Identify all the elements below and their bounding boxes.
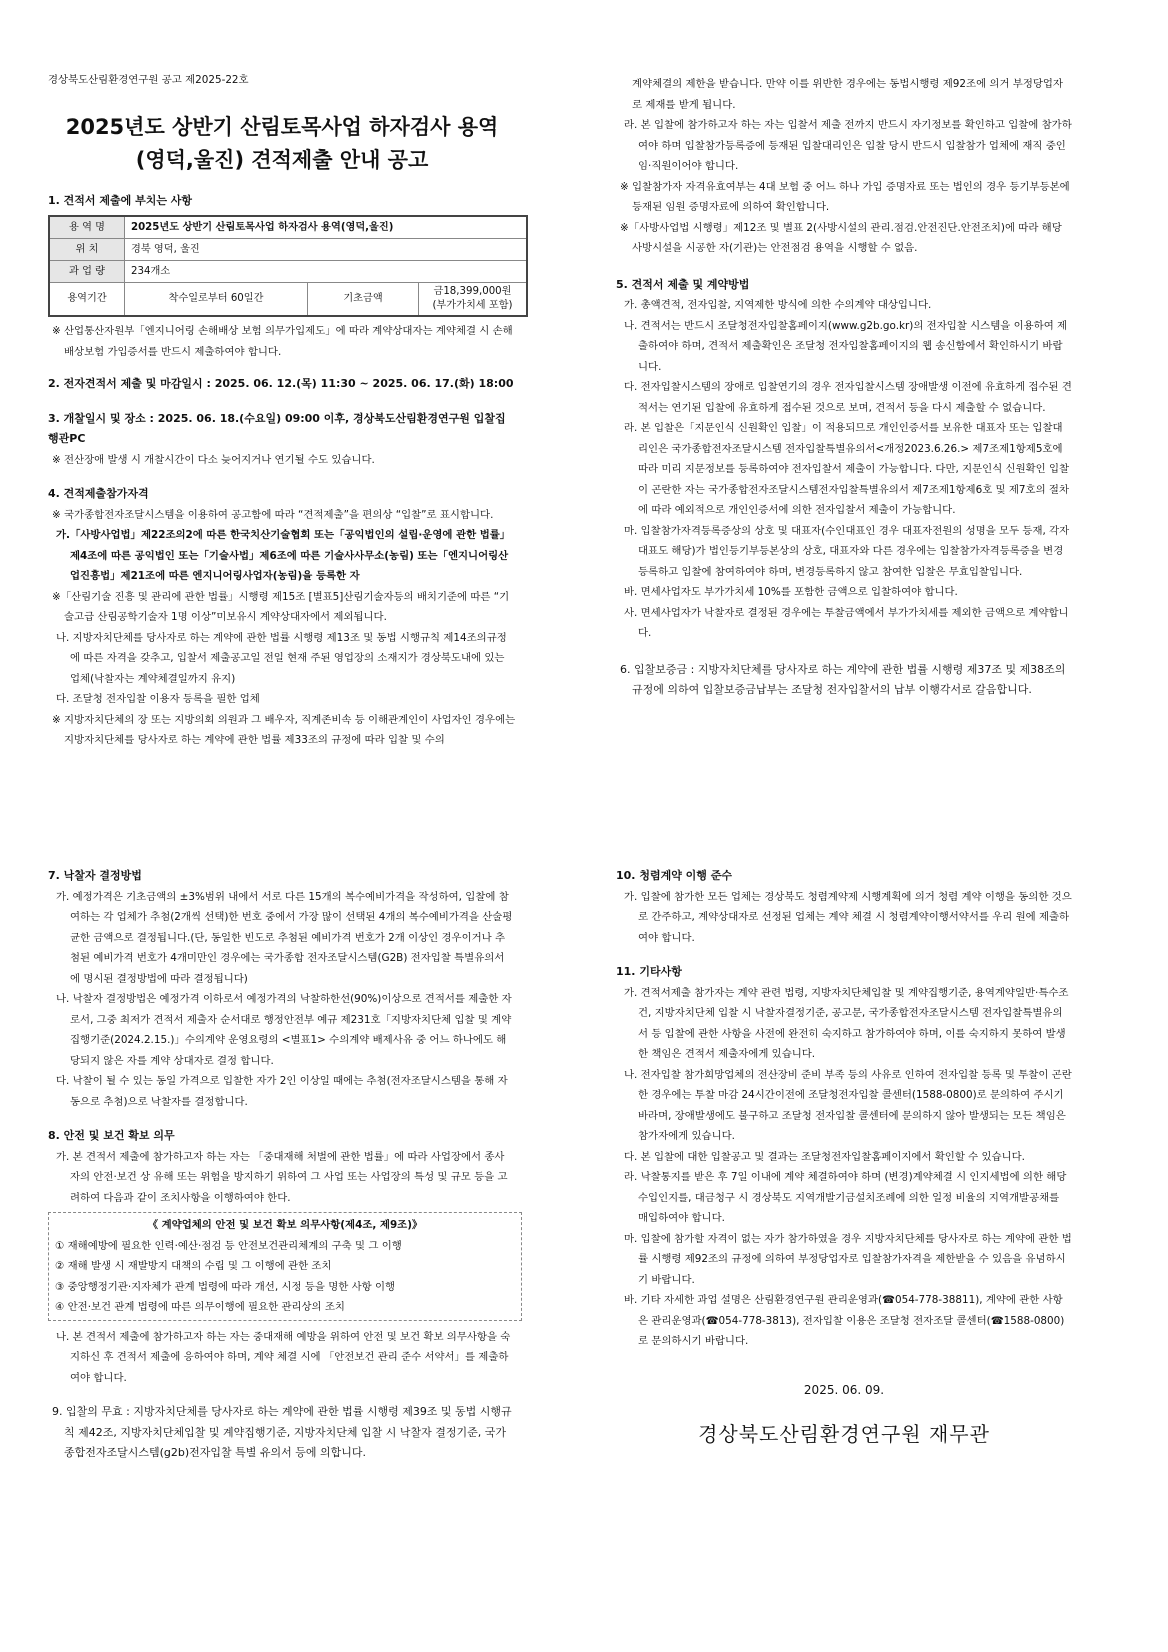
base-amount-vat: (부가가치세 포함): [432, 300, 513, 311]
page-2-right-column: [616, 856, 1072, 1445]
value-base-amount: [419, 283, 528, 317]
section-8-item-na: 나. 본 견적서 제출에 참가하고자 하는 자는 중대재해 예방을 위하여 안전 및 보건 확보 의무사항을 숙지하신 후 견적서 제출에 응하여야 하며, 계약 체결 시에 「안전보건 관리 준수 서약서」를 제출하여야 합니다.: [56, 1330, 511, 1384]
section-5-item-ma: 마. 입찰참가자격등록증상의 상호 및 대표자(수인대표인 경우 대표자전원의 성명을 모두 등재, 각자대표도 해당)가 법인등기부등본상의 상호, 대표자와 다른 경우에는 입찰참가자격등록증을 변경등록하고 입찰에 참여하여야 하며, 변경등록하지 않고 참여한 입찰은 무효입찰입니다.: [624, 524, 1070, 578]
section-8-heading: 8. 안전 및 보건 확보 의무: [48, 1129, 175, 1142]
section-9-heading: 9. 입찰의 무효 : 지방자치단체를 당사자로 하는 계약에 관한 법률 시행령 제39조 및 동법 시행규칙 제42조, 지방자치단체입찰 및 계약집행기준, 지방자치단체 입찰 시 낙찰자 결정기준, 국가종합전자조달시스템(g2b)전자입찰 특별 유의서 등에 의합니다.: [52, 1405, 512, 1459]
section-5-item-sa: 사. 면세사업자가 낙찰자로 결정된 경우에는 투찰금액에서 부가가치세를 제외한 금액으로 계약합니다.: [624, 606, 1069, 639]
label-quantity: 과 업 량: [49, 261, 125, 283]
section-5-heading: 5. 견적서 제출 및 계약방법: [616, 277, 750, 291]
title-line-2: (영덕,울진) 견적제출 안내 공고: [135, 147, 429, 172]
section-11-heading: 11. 기타사항: [616, 965, 682, 978]
section-3-heading: 3. 개찰일시 및 장소 : 2025. 06. 18.(수요일) 09:00 이후, 경상북도산림환경연구원 입찰집행관PC: [48, 411, 506, 445]
section-10-item-ga: 가. 입찰에 참가한 모든 업체는 경상북도 청렴계약제 시행계획에 의거 청렴 계약 이행을 동의한 것으로 간주하고, 계약상대자로 선정된 업체는 계약 체결 시 청렴계약이행서약서를 우리 원에 제출하여야 합니다.: [624, 890, 1072, 944]
notice-number: 경상북도산림환경연구원 공고 제2025-22호: [48, 74, 249, 86]
section-11-item-da: 다. 본 입찰에 대한 입찰공고 및 결과는 조달청전자입찰홈페이지에서 확인할 수 있습니다.: [624, 1150, 1025, 1163]
label-service-name: 용 역 명: [49, 216, 125, 239]
section-6-heading: 6. 입찰보증금 : 지방자치단체를 당사자로 하는 계약에 관한 법률 시행령 제37조 및 제38조의 규정에 의하여 입찰보증금납부는 조달청 전자입찰서의 납부 이행각서로 갈음합니다.: [620, 662, 1066, 696]
section-10-heading: 10. 청렴계약 이행 준수: [616, 869, 732, 882]
safety-obligations-box: [48, 1212, 522, 1321]
section-5-item-ra: 라. 본 입찰은「지문인식 신원확인 입찰」이 적용되므로 개인인증서를 보유한 대표자 또는 입찰대리인은 국가종합전자조달시스템 전자입찰특별유의서<개정2023.6.26.> 제7조제1항제5호에 따라 미리 지문정보를 등록하여야 전자입찰서 제출이 가능합니다. 다만, 지문인식 신원확인 입찰이 곤란한 자는 국가종합전자조달시스템전자입찰특별유의서 제7조제1항제6호 및 제7호의 절차에 따라 예외적으로 개인인증서에 의한 전자입찰서 제출이 가능합니다.: [624, 422, 1070, 516]
value-location: 경북 영덕, 울진: [125, 239, 528, 261]
base-amount: 금18,399,000원: [433, 286, 512, 297]
section-5-item-da: 다. 전자입찰시스템의 장애로 입찰연기의 경우 전자입찰시스템 장애발생 이전에 유효하게 접수된 견적서는 연기된 입찰에 유효하게 접수된 것으로 보며, 견적서 등을 다시 제출할 수 없습니다.: [624, 381, 1072, 414]
section-1-heading: 1. 견적서 제출에 부치는 사항: [48, 193, 193, 207]
section-3-note: ※ 전산장애 발생 시 개찰시간이 다소 늦어지거나 연기될 수도 있습니다.: [52, 453, 375, 466]
section-7-item-da: 다. 낙찰이 될 수 있는 동일 가격으로 입찰한 자가 2인 이상일 때에는 추첨(전자조달시스템을 통해 자동으로 추첨)으로 낙찰자를 결정합니다.: [56, 1075, 508, 1108]
section-4-item-da: 다. 조달청 전자입찰 이용자 등록을 필한 업체: [56, 693, 260, 705]
service-info-table: [48, 215, 528, 317]
section-4-note-4: ※ 입찰참가자 자격유효여부는 4대 보험 중 어느 하나 가입 증명자료 또는 법인의 경우 등기부등본에 등재된 임원 증명자료에 의하여 확인합니다.: [620, 180, 1070, 213]
issuer-signature: 경상북도산림환경연구원 재무관: [698, 1422, 990, 1446]
label-base-amount: 기초금액: [308, 283, 419, 317]
title-line-1: 2025년도 상반기 산림토목사업 하자검사 용역: [65, 114, 499, 139]
section-4-note-1: ※ 국가종합전자조달시스템을 이용하여 공고함에 따라 “견적제출”을 편의상 “입찰”로 표시합니다.: [52, 508, 494, 521]
safety-item-1: ① 재해예방에 필요한 인력·예산·점검 등 안전보건관리체계의 구축 및 그 이행: [55, 1239, 402, 1252]
section-7-item-ga: 가. 예정가격은 기초금액의 ±3%범위 내에서 서로 다른 15개의 복수예비가격을 작성하여, 입찰에 참여하는 각 업체가 추첨(2개씩 선택)한 번호 중에서 가장 많이 선택된 4개의 복수예비가격을 산술평균한 금액으로 결정됩니다.(단, 동일한 빈도로 추첨된 예비가격 번호가 2개 이상인 경우이거나 추첨된 예비가격 번호가 4개미만인 경우에는 국가종합 전자조달시스템(G2B) 전자입찰 특별유의서에 명시된 결정방법에 따라 결정됩니다): [56, 890, 513, 985]
section-4-note-5: ※「사방사업법 시행령」제12조 및 별표 2(사방시설의 관리.점검.안전진단.안전조치)에 따라 해당 사방시설을 시공한 자(기관)는 안전점검 용역을 시행할 수 없음.: [620, 221, 1062, 254]
section-5-item-ba: 바. 면세사업자도 부가가치세 10%를 포함한 금액으로 입찰하여야 합니다.: [624, 586, 958, 598]
section-7-item-na: 나. 낙찰자 결정방법은 예정가격 이하로서 예정가격의 낙찰하한선(90%)이상으로 견적서를 제출한 자로서, 그중 최저가 견적서 제출자 순서대로 행정안전부 예규 제231호「지방자치단체 입찰 및 계약집행기준(2024.2.15.)」수의계약 운영요령의 <별표1> 수의계약 배제사유 중 어느 하나에도 해당되지 않은 자를 계약 상대자로 결정 합니다.: [56, 993, 512, 1067]
section-11-item-na: 나. 전자입찰 참가희망업체의 전산장비 준비 부족 등의 사유로 인하여 전자입찰 등록 및 투찰이 곤란한 경우에는 투찰 마감 24시간이전에 조달청전자입찰 콜센터(1588-0800)로 문의하여 주시기 바라며, 장애발생에도 불구하고 조달청 전자입찰 콜센터에 문의하지 않아 발생되는 모든 책임은 참가자에게 있습니다.: [624, 1068, 1072, 1142]
section-11-item-ra: 라. 낙찰통지를 받은 후 7일 이내에 계약 체결하여야 하며 (변경)계약체결 시 인지세법에 의한 해당수입인지를, 대금청구 시 경상북도 지역개발기금설치조례에 의한 일정 비율의 지역개발공채를 매입하여야 합니다.: [624, 1171, 1067, 1224]
document-title: [48, 111, 516, 177]
section-2-heading: 2. 전자견적서 제출 및 마감일시 : 2025. 06. 12.(목) 11:30 ~ 2025. 06. 17.(화) 18:00: [48, 377, 514, 390]
section-4-item-ga: 가.「사방사업법」제22조의2에 따른 한국치산기술협회 또는「공익법인의 설립·운영에 관한 법률」제4조에 따른 공익법인 또는「기술사법」제6조에 따른 기술사사무소(농림) 또는「엔지니어링산업진흥법」제21조에 따른 엔지니어링사업자(농림)을 등록한 자: [56, 529, 511, 582]
section-5-item-ga: 가. 총액견적, 전자입찰, 지역제한 방식에 의한 수의계약 대상입니다.: [624, 299, 932, 311]
section-4-item-ra: 라. 본 입찰에 참가하고자 하는 자는 입찰서 제출 전까지 반드시 자기정보를 확인하고 입찰에 참가하여야 하며 입찰참가등록증에 등재된 입찰대리인은 입찰 당시 반드시 입찰참가 업체에 재직 중인 임·직원이어야 합니다.: [624, 119, 1072, 172]
section-11-item-ga: 가. 견적서제출 참가자는 계약 관련 법령, 지방자치단체입찰 및 계약집행기준, 용역계약일반·특수조건, 지방자치단체 입찰 시 낙찰자결정기준, 공고문, 국가종합전자조달시스템 전자입찰특별유의서 등 입찰에 관한 사항을 사전에 완전히 숙지하고 참가하여야 하며, 이를 숙지하지 못하여 발생한 책임은 견적서 제출자에게 있습니다.: [624, 986, 1069, 1060]
section-4-note-2: ※「산림기술 진흥 및 관리에 관한 법률」시행령 제15조 [별표5]산림기술자등의 배치기준에 따른 “기술고급 산림공학기술자 1명 이상”미보유시 계약상대자에서 제외됩니다.: [52, 590, 510, 623]
section-4-note-3: ※ 지방자치단체의 장 또는 지방의회 의원과 그 배우자, 직계존비속 등 이해관계인이 사업자인 경우에는 지방자치단체를 당사자로 하는 계약에 관한 법률 제33조의 규정에 따라 입찰 및 수의: [52, 713, 516, 746]
section-1-note: ※ 산업통산자원부「엔지니어링 손해배상 보험 의무가입제도」에 따라 계약상대자는 계약체결 시 손해배상보험 가입증서를 반드시 제출하여야 합니다.: [52, 325, 513, 358]
page-1-left-column: [48, 70, 516, 751]
page-1-right-column: [616, 74, 1072, 701]
section-5-item-na: 나. 견적서는 반드시 조달청전자입찰홈페이지(www.g2b.go.kr)의 전자입찰 시스템을 이용하여 제출하여야 하며, 견적서 제출확인은 조달청 전자입찰홈페이지의 웹 송신함에서 확인하시기 바랍니다.: [624, 319, 1068, 373]
value-service-name: 2025년도 상반기 산림토목사업 하자검사 용역(영덕,울진): [125, 216, 528, 239]
page-2-left-column: [48, 856, 514, 1464]
notice-date: 2025. 06. 09.: [803, 1382, 885, 1397]
value-period: 착수일로부터 60일간: [125, 283, 308, 317]
section-4-item-na: 나. 지방자치단체를 당사자로 하는 계약에 관한 법률 시행령 제13조 및 동법 시행규칙 제14조의규정에 따른 자격을 갖추고, 입찰서 제출공고일 전일 현재 주된 영업장의 소재지가 경상북도내에 있는 업체(낙찰자는 계약체결일까지 유지): [56, 631, 507, 685]
section-4-heading: 4. 견적제출참가자격: [48, 487, 149, 500]
section-11-item-ma: 마. 입찰에 참가할 자격이 없는 자가 참가하였을 경우 지방자치단체를 당사자로 하는 계약에 관한 법률 시행령 제92조의 규정에 의하여 부정당업자로 입찰참가자격을 제한받을 수 있음을 유념하시기 바랍니다.: [624, 1232, 1072, 1286]
section-7-heading: 7. 낙찰자 결정방법: [48, 869, 142, 882]
page-2: [0, 826, 1168, 1652]
safety-item-4: ④ 안전·보건 관계 법령에 따른 의무이행에 필요한 관리상의 조치: [55, 1301, 345, 1313]
label-period: 용역기간: [49, 283, 125, 317]
label-location: 위 치: [49, 239, 125, 261]
section-8-item-ga: 가. 본 견적서 제출에 참가하고자 하는 자는 「중대재해 처벌에 관한 법률」에 따라 사업장에서 종사자의 안전·보건 상 유해 또는 위험을 방지하기 위하여 그 사업 또는 사업장의 특성 및 규모 등을 고려하여 다음과 같이 조치사항을 이행하여야 한다.: [56, 1150, 508, 1204]
safety-item-2: ② 재해 발생 시 재발방지 대책의 수립 및 그 이행에 관한 조치: [55, 1260, 332, 1272]
value-quantity: 234개소: [125, 261, 528, 283]
section-4-note-3-continued: 계약체결의 제한을 받습니다. 만약 이를 위반한 경우에는 동법시행령 제92조에 의거 부정당업자로 제재를 받게 됩니다.: [632, 78, 1063, 111]
safety-item-3: ③ 중앙행정기관·지자체가 관계 법령에 따라 개선, 시정 등을 명한 사항 이행: [55, 1280, 396, 1293]
section-11-item-ba: 바. 기타 자세한 과업 설명은 산림환경연구원 관리운영과(☎054-778-38811), 계약에 관한 사항은 관리운영과(☎054-778-3813), 전자입찰 이용은 조달청 전자조달 콜센터(☎1588-0800)로 문의하시기 바랍니다.: [624, 1294, 1065, 1347]
safety-box-title: 《 계약업체의 안전 및 보건 확보 의무사항(제4조, 제9조)》: [147, 1219, 423, 1231]
